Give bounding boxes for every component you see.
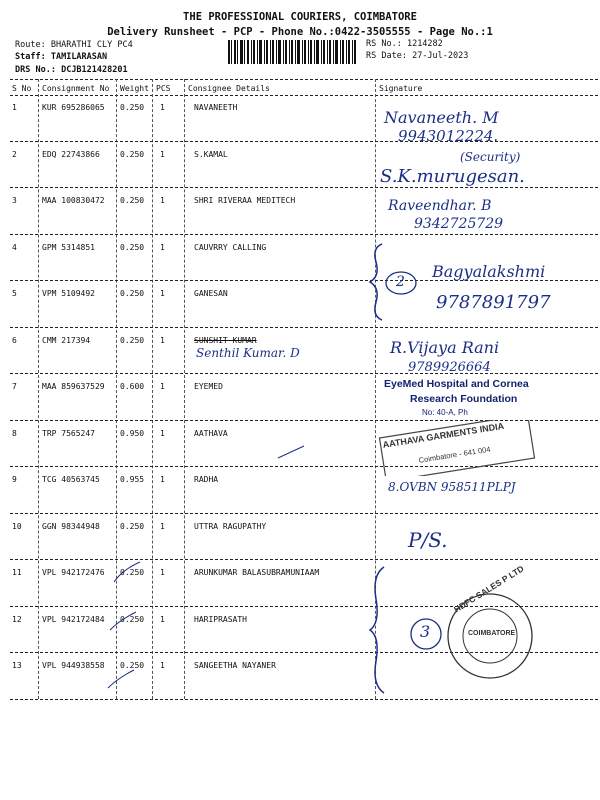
aathava-stamp-text: AATHAVA GARMENTS INDIA xyxy=(382,420,505,450)
cell-pcs: 1 xyxy=(160,196,165,205)
cell-consignee: SUNSHIT KUMAR xyxy=(194,335,257,345)
cell-consignment: VPM 5109492 xyxy=(42,289,95,298)
drs-field xyxy=(15,65,128,75)
cell-consignment: MAA 100830472 xyxy=(42,196,105,205)
rs-no-field xyxy=(366,39,443,49)
handwriting-name-1: Navaneeth. M xyxy=(384,108,499,127)
cell-consignee: SANGEETHA NAYANER xyxy=(194,661,276,670)
handwriting-phone-9: 8.OVBN 958511PLPJ xyxy=(388,480,516,494)
rs-date-value: 27-Jul-2023 xyxy=(412,51,469,61)
route-value: BHARATHI CLY PC4 xyxy=(50,40,133,50)
staff-value: TAMILARASAN xyxy=(50,52,108,62)
handwriting-circle-3: 3 xyxy=(420,622,431,641)
cell-weight: 0.250 xyxy=(120,335,145,345)
cell-pcs: 1 xyxy=(160,242,165,252)
cell-consignment: EDQ 22743866 xyxy=(42,149,100,159)
cell-consignment: VPL 942172476 xyxy=(42,568,105,577)
table-row xyxy=(10,514,598,561)
cell-sno: 8 xyxy=(12,428,17,438)
cell-sno: 2 xyxy=(12,149,17,159)
handwriting-name-6: R.Vijaya Rani xyxy=(390,338,500,357)
rs-no-value: 1214282 xyxy=(406,39,443,49)
hdfc-stamp-text: HDFC SALES P LTD xyxy=(452,563,526,615)
route-label: Route: xyxy=(15,40,46,50)
handwriting-phone-3: 9342725729 xyxy=(414,216,504,232)
col-header-signature: Signature xyxy=(379,84,423,93)
cell-consignment: GPM 5314851 xyxy=(42,242,95,252)
hdfc-stamp-city: COIMBATORE xyxy=(468,630,516,637)
cell-weight: 0.250 xyxy=(120,568,145,577)
bracket-brace-icon-2 xyxy=(368,565,390,695)
handwriting-circle-2: 2 xyxy=(396,274,405,290)
cell-consignee: CAUVRRY CALLING xyxy=(194,242,267,252)
company-name: THE PROFESSIONAL COURIERS, COIMBATORE xyxy=(183,11,417,23)
cell-consignee: UTTRA RAGUPATHY xyxy=(194,521,267,531)
col-header-weight: Weight xyxy=(120,84,149,93)
tick-mark-icon xyxy=(276,444,306,460)
handwriting-consignee-6: Senthil Kumar. D xyxy=(196,346,300,360)
eyemed-stamp-line-2: Research Foundation xyxy=(410,393,518,405)
cell-pcs: 1 xyxy=(160,475,165,484)
tick-mark-icon-3 xyxy=(108,610,138,632)
staff-label: Staff: xyxy=(15,52,46,62)
cell-sno: 12 xyxy=(12,614,22,624)
handwriting-phone-6: 9789926664 xyxy=(408,360,491,375)
eyemed-stamp-line-1: EyeMed Hospital and Cornea xyxy=(384,378,529,390)
cell-consignment: GGN 98344948 xyxy=(42,521,100,531)
cell-sno: 13 xyxy=(12,661,22,670)
tick-mark-icon-2 xyxy=(112,560,145,584)
cell-consignment: KUR 695286065 xyxy=(42,103,105,112)
col-header-sno: S No xyxy=(12,84,32,93)
handwriting-name-2: S.K.murugesan. xyxy=(380,166,525,187)
cell-consignee: EYEMED xyxy=(194,382,223,391)
cell-sno: 3 xyxy=(12,196,17,205)
cell-pcs: 1 xyxy=(160,149,165,159)
table-row xyxy=(10,95,598,142)
rs-no-label: RS No.: xyxy=(366,39,402,49)
drs-label: DRS No.: xyxy=(15,65,56,75)
cell-consignment: TRP 7565247 xyxy=(42,428,95,438)
rs-date-field xyxy=(366,51,468,61)
cell-consignee: SHRI RIVERAA MEDITECH xyxy=(194,196,296,205)
cell-weight: 0.250 xyxy=(120,242,145,252)
cell-consignee: RADHA xyxy=(194,475,219,484)
route-field xyxy=(15,40,133,50)
cell-sno: 11 xyxy=(12,568,22,577)
cell-weight: 0.250 xyxy=(120,661,145,670)
cell-weight: 0.955 xyxy=(120,475,145,484)
handwriting-name-3: Raveendhar. B xyxy=(388,198,492,214)
cell-weight: 0.250 xyxy=(120,103,145,112)
cell-consignment: MAA 859637529 xyxy=(42,382,105,391)
cell-weight: 0.600 xyxy=(120,382,145,391)
cell-consignee: HARIPRASATH xyxy=(194,614,247,624)
cell-weight: 0.250 xyxy=(120,614,145,624)
cell-weight: 0.250 xyxy=(120,289,145,298)
cell-weight: 0.250 xyxy=(120,521,145,531)
cell-pcs: 1 xyxy=(160,568,165,577)
cell-weight: 0.250 xyxy=(120,149,145,159)
cell-sno: 6 xyxy=(12,335,17,345)
eyemed-stamp-line-3: No: 40-A, Ph xyxy=(422,408,468,417)
runsheet-title: Delivery Runsheet - PCP - Phone No.:0422-3505555 - Page No.:1 xyxy=(107,26,493,38)
handwriting-phone-1: 9943012224. xyxy=(398,127,499,145)
cell-sno: 7 xyxy=(12,382,17,391)
cell-consignment: VPL 944938558 xyxy=(42,661,105,670)
cell-consignee: S.KAMAL xyxy=(194,149,228,159)
cell-consignee: AATHAVA xyxy=(194,428,228,438)
table-row xyxy=(10,188,598,235)
handwriting-name-4-5: Bagyalakshmi xyxy=(432,262,546,281)
cell-weight: 0.950 xyxy=(120,428,145,438)
staff-field xyxy=(15,52,107,62)
tick-mark-icon-4 xyxy=(106,668,136,690)
barcode xyxy=(228,40,356,64)
cell-sno: 9 xyxy=(12,475,17,484)
cell-consignment: VPL 942172484 xyxy=(42,614,105,624)
cell-pcs: 1 xyxy=(160,661,165,670)
cell-sno: 4 xyxy=(12,242,17,252)
drs-value: DCJB121428201 xyxy=(61,65,128,75)
cell-pcs: 1 xyxy=(160,428,165,438)
cell-sno: 10 xyxy=(12,521,22,531)
cell-consignment: CMM 217394 xyxy=(42,335,91,345)
cell-consignee: NAVANEETH xyxy=(194,103,238,112)
rs-date-label: RS Date: xyxy=(366,51,407,61)
cell-pcs: 1 xyxy=(160,335,165,345)
aathava-stamp-city: Coimbatore - 641 004 xyxy=(418,444,492,465)
cell-pcs: 1 xyxy=(160,521,165,531)
col-header-consignment: Consignment No xyxy=(42,84,110,93)
table-row xyxy=(10,328,598,375)
col-header-pcs: PCS xyxy=(156,84,171,93)
cell-weight: 0.250 xyxy=(120,196,145,205)
handwriting-note-2: (Security) xyxy=(460,150,521,164)
cell-pcs: 1 xyxy=(160,382,165,391)
cell-consignee: GANESAN xyxy=(194,289,228,298)
cell-pcs: 1 xyxy=(160,103,165,112)
cell-sno: 1 xyxy=(12,103,17,112)
handwriting-phone-4-5: 9787891797 xyxy=(436,292,551,313)
cell-consignment: TCG 40563745 xyxy=(42,475,100,484)
handwriting-note-10: P/S. xyxy=(408,528,448,552)
cell-sno: 5 xyxy=(12,289,17,298)
cell-pcs: 1 xyxy=(160,614,165,624)
col-header-consignee: Consignee Details xyxy=(188,84,270,93)
cell-consignee: ARUNKUMAR BALASUBRAMUNIAAM xyxy=(194,568,320,577)
cell-pcs: 1 xyxy=(160,289,165,298)
